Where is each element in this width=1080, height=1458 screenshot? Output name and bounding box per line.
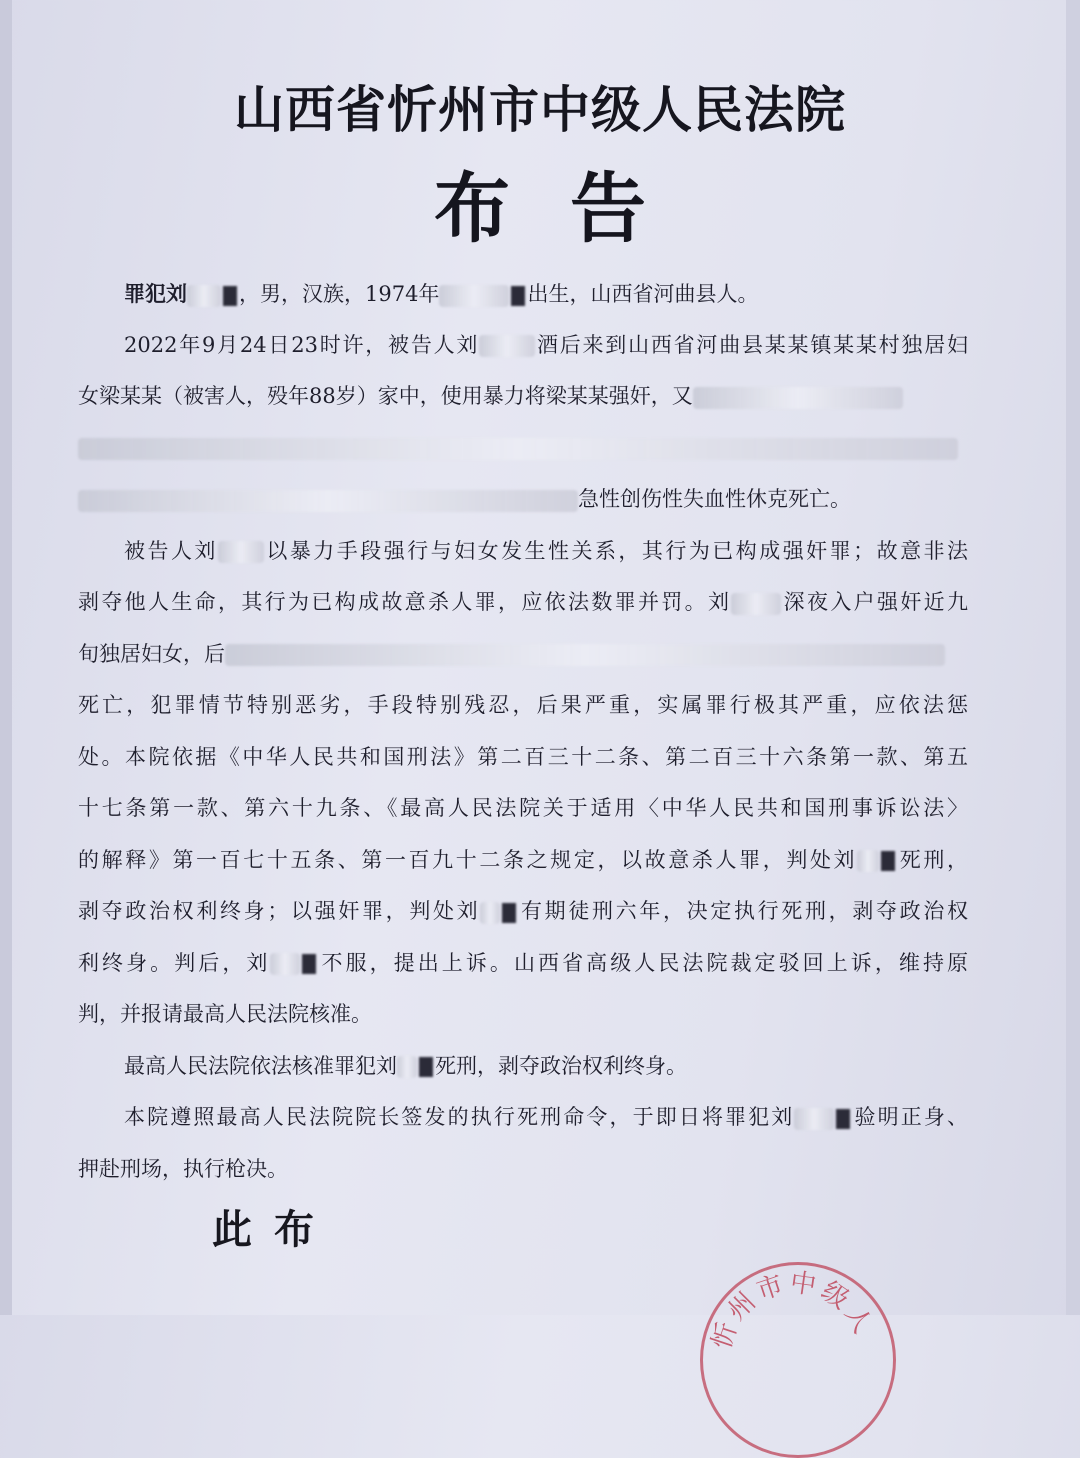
para-judgment-line10: 判，并报请最高人民法院核准。	[78, 1002, 372, 1026]
para-facts-line2: 女梁某某（被害人，殁年88岁）家中，使用暴力将梁某某强奸，又	[78, 371, 968, 423]
para-execution-line2: 押赴刑场，执行枪决。	[78, 1156, 288, 1181]
redaction	[439, 285, 509, 307]
redaction	[857, 850, 879, 872]
redaction-dark	[502, 903, 516, 923]
court-name: 山西省忻州市中级人民法院	[234, 81, 846, 139]
redaction	[78, 438, 958, 460]
para-execution-line1: 本院遵照最高人民法院院长签发的执行死刑命令，于即日将罪犯刘 验明正身、	[124, 1105, 969, 1129]
para-judgment-line5: 处。本院依据《中华人民共和国刑法》第二百三十二条、第二百三十六条第一款、第五	[78, 744, 968, 769]
redaction-dark	[511, 286, 525, 306]
para-judgment-line8: 剥夺政治权利终身；以强奸罪，判处刘 有期徒刑六年，决定执行死刑，剥夺政治权	[78, 899, 969, 923]
para-judgment-line9: 利终身。判后，刘 不服，提出上诉。山西省高级人民法院裁定驳回上诉，维持原	[78, 950, 969, 975]
para-judgment-line1: 被告人刘 以暴力手段强行与妇女发生性关系，其行为已构成强奸罪；故意非法	[124, 538, 969, 563]
redaction	[78, 490, 578, 512]
seal-ring	[700, 1262, 890, 1452]
para-judgment-line7: 的解释》第一百七十五条、第一百九十二条之规定，以故意杀人罪，判处刘 死刑，	[78, 847, 969, 872]
redaction	[794, 1108, 834, 1130]
redaction	[731, 593, 781, 615]
para-facts-line1: 2022年9月24日23时许，被告人刘 酒后来到山西省河曲县某某镇某某村独居妇	[124, 332, 968, 357]
seal-text: 忻州市中级人	[706, 1267, 880, 1353]
para-judgment-line4: 死亡，犯罪情节特别恶劣，手段特别残忍，后果严重，实属罪行极其严重，应依法惩	[78, 693, 968, 717]
para-criminal-info: 罪犯刘 ，男，汉族，1974年 出生，山西省河曲县人。	[124, 281, 759, 306]
svg-text:忻州市中级人	[707, 1268, 880, 1353]
redaction	[218, 541, 264, 563]
redaction	[270, 953, 300, 975]
redaction	[479, 335, 535, 357]
redaction	[225, 644, 945, 666]
redaction	[187, 285, 221, 307]
redaction	[480, 902, 500, 924]
para-facts-line4: 急性创伤性失血性休克死亡。	[78, 474, 968, 526]
notice-body	[78, 268, 968, 1195]
closing-phrase: 此布	[212, 1207, 336, 1253]
para-judgment-line3: 旬独居妇女，后	[78, 629, 968, 681]
redaction-dark	[881, 851, 895, 871]
para-judgment-line6: 十七条第一款、第六十九条、《最高人民法院关于适用〈中华人民共和国刑事诉讼法〉	[78, 796, 968, 820]
notice-title: 布告	[434, 164, 706, 253]
criminal-label: 罪犯刘	[124, 281, 187, 306]
redaction-dark	[419, 1057, 433, 1077]
redaction-dark	[836, 1109, 850, 1129]
para-approval: 最高人民法院依法核准罪犯刘 死刑，剥夺政治权利终身。	[124, 1053, 687, 1078]
court-seal	[700, 1262, 896, 1458]
redaction-dark	[223, 286, 237, 306]
para-facts-line3	[78, 423, 968, 475]
redaction-dark	[302, 954, 316, 974]
para-judgment-line2: 剥夺他人生命，其行为已构成故意杀人罪，应依法数罪并罚。刘 深夜入户强奸近九	[78, 590, 969, 614]
redaction	[693, 387, 903, 409]
redaction	[397, 1056, 417, 1078]
